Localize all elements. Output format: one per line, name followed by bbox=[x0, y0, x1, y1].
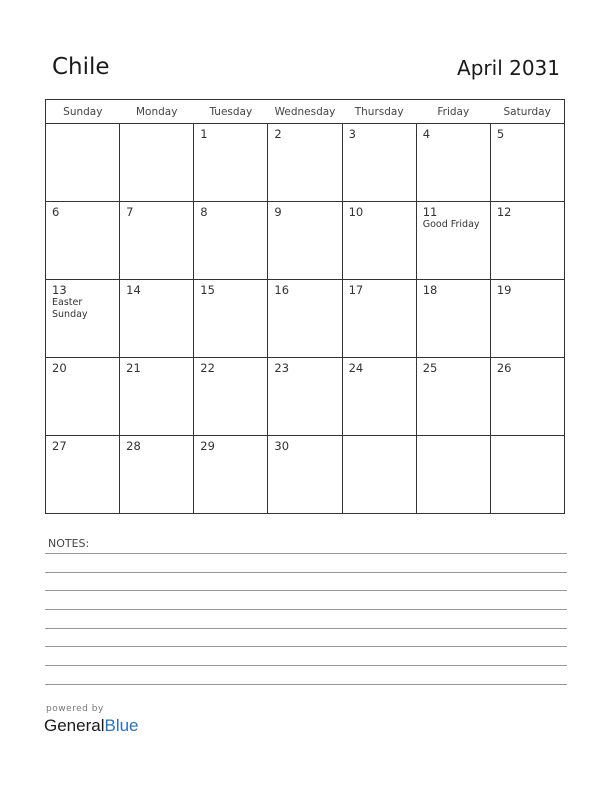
day-number: 2 bbox=[274, 127, 282, 141]
day-number: 28 bbox=[126, 439, 141, 453]
day-cell bbox=[46, 124, 120, 202]
day-cell bbox=[120, 280, 194, 358]
day-cell bbox=[268, 280, 342, 358]
day-cell bbox=[490, 436, 564, 514]
day-number: 1 bbox=[200, 127, 208, 141]
powered-by-text: powered by bbox=[46, 704, 104, 714]
day-number: 15 bbox=[200, 283, 215, 297]
day-cell bbox=[490, 280, 564, 358]
day-cell bbox=[46, 280, 120, 358]
weekday-friday: Friday bbox=[416, 100, 490, 124]
day-cell bbox=[416, 202, 490, 280]
day-cell bbox=[416, 280, 490, 358]
day-number: 14 bbox=[126, 283, 141, 297]
note-line bbox=[45, 665, 567, 666]
day-cell bbox=[194, 280, 268, 358]
week-row bbox=[46, 358, 565, 436]
day-cell bbox=[268, 436, 342, 514]
week-row bbox=[46, 280, 565, 358]
day-number: 26 bbox=[496, 361, 512, 375]
holiday-label: Easter Sunday bbox=[52, 297, 88, 320]
brand-logo bbox=[44, 716, 139, 736]
day-cell bbox=[490, 358, 564, 436]
day-cell bbox=[46, 436, 120, 514]
day-number: 9 bbox=[274, 205, 282, 219]
day-cell bbox=[120, 124, 194, 202]
day-cell bbox=[120, 202, 194, 280]
day-number: 10 bbox=[348, 205, 364, 219]
week-row bbox=[46, 124, 565, 202]
day-number: 30 bbox=[274, 439, 290, 453]
day-number: 11 bbox=[422, 205, 438, 219]
day-cell bbox=[120, 358, 194, 436]
weekday-saturday: Saturday bbox=[490, 100, 564, 124]
day-number: 23 bbox=[274, 361, 290, 375]
day-cell bbox=[194, 124, 268, 202]
note-line bbox=[45, 628, 567, 629]
calendar-grid bbox=[45, 99, 565, 514]
day-number: 5 bbox=[496, 127, 505, 141]
day-number: 4 bbox=[422, 127, 431, 141]
note-line bbox=[45, 553, 567, 554]
note-line bbox=[45, 572, 567, 573]
brand-general: General bbox=[44, 716, 105, 735]
day-number: 21 bbox=[126, 361, 141, 375]
day-cell bbox=[268, 202, 342, 280]
day-number: 29 bbox=[200, 439, 215, 453]
day-cell bbox=[342, 202, 416, 280]
day-number: 27 bbox=[52, 439, 67, 453]
day-number: 22 bbox=[200, 361, 215, 375]
month-title: April 2031 bbox=[457, 56, 560, 80]
day-cell bbox=[194, 436, 268, 514]
day-cell bbox=[416, 358, 490, 436]
day-cell bbox=[416, 436, 490, 514]
day-cell bbox=[194, 202, 268, 280]
day-number: 17 bbox=[348, 283, 364, 297]
day-cell bbox=[46, 202, 120, 280]
weekday-wednesday: Wednesday bbox=[268, 100, 342, 124]
day-number: 8 bbox=[200, 205, 208, 219]
day-number: 20 bbox=[52, 361, 67, 375]
day-cell bbox=[268, 124, 342, 202]
day-cell bbox=[120, 436, 194, 514]
day-number: 7 bbox=[126, 205, 134, 219]
day-number: 16 bbox=[274, 283, 290, 297]
day-number: 18 bbox=[422, 283, 438, 297]
note-line bbox=[45, 646, 567, 647]
week-row bbox=[46, 436, 565, 514]
country-title: Chile bbox=[52, 54, 110, 80]
day-number: 13 bbox=[52, 283, 67, 297]
day-number: 6 bbox=[52, 205, 60, 219]
day-cell bbox=[46, 358, 120, 436]
weekday-sunday: Sunday bbox=[46, 100, 120, 124]
day-cell bbox=[342, 280, 416, 358]
day-number: 3 bbox=[348, 127, 356, 141]
day-number: 25 bbox=[422, 361, 438, 375]
day-number: 24 bbox=[348, 361, 364, 375]
weekday-header-row bbox=[46, 100, 565, 124]
day-cell bbox=[342, 124, 416, 202]
day-cell bbox=[268, 358, 342, 436]
week-row bbox=[46, 202, 565, 280]
day-cell bbox=[490, 124, 564, 202]
note-line bbox=[45, 609, 567, 610]
weekday-thursday: Thursday bbox=[342, 100, 416, 124]
note-line bbox=[45, 590, 567, 591]
day-number: 19 bbox=[496, 283, 512, 297]
notes-label: NOTES: bbox=[48, 537, 90, 550]
day-cell bbox=[342, 358, 416, 436]
day-cell bbox=[342, 436, 416, 514]
day-number: 12 bbox=[496, 205, 512, 219]
weekday-tuesday: Tuesday bbox=[194, 100, 268, 124]
note-line bbox=[45, 684, 567, 685]
day-cell bbox=[194, 358, 268, 436]
brand-blue: Blue bbox=[104, 716, 139, 735]
holiday-label: Good Friday bbox=[422, 219, 480, 230]
day-cell bbox=[490, 202, 564, 280]
weekday-monday: Monday bbox=[120, 100, 194, 124]
day-cell bbox=[416, 124, 490, 202]
